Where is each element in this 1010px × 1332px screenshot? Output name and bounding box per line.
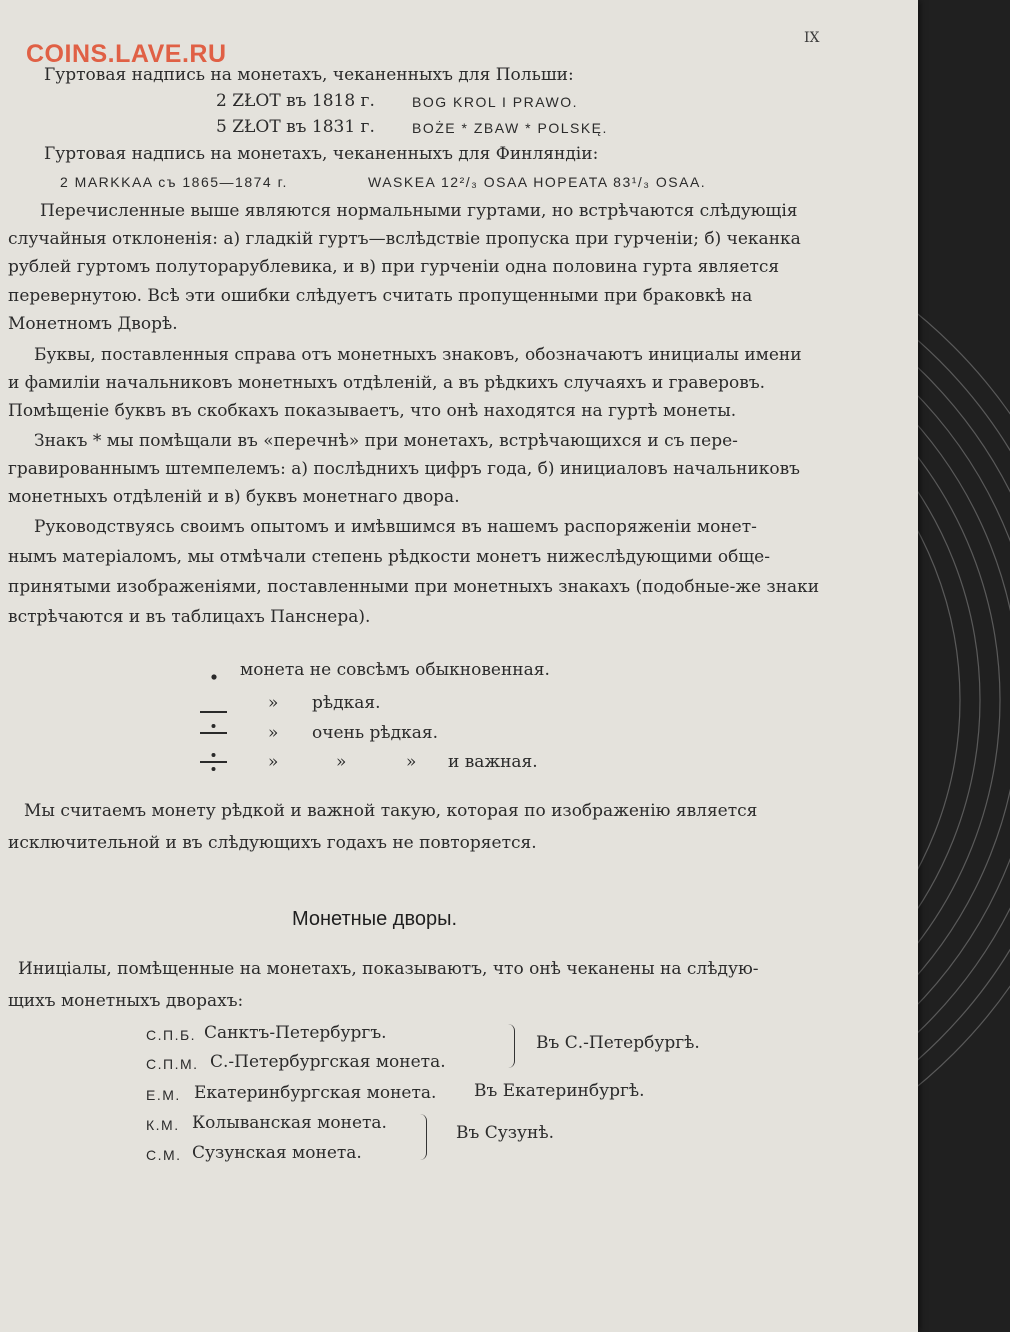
paragraph-line: принятыми изображеніями, поставленными при монетныхъ знакахъ (подобные-же знаки <box>8 577 820 597</box>
mint-location: Въ Сузунѣ. <box>456 1123 554 1143</box>
mint-abbreviation: С.П.М. <box>146 1056 199 1072</box>
mints-heading: Монетные дворы. <box>292 908 458 930</box>
mints-intro-line: щихъ монетныхъ дворахъ: <box>8 991 244 1011</box>
rarity-text: монета не совсѣмъ обыкновенная. <box>240 660 550 680</box>
paragraph-line: монетныхъ отдѣленій и в) буквъ монетнаго двора. <box>8 487 460 507</box>
paragraph-line: встрѣчаются и въ таблицахъ Панснера). <box>8 607 371 627</box>
paragraph-line: Перечисленные выше являются нормальными гуртами, но встрѣчаются слѣдующія <box>40 201 798 221</box>
paragraph-line: нымъ матеріаломъ, мы отмѣчали степень рѣдкости монетъ нижеслѣдующими обще- <box>8 547 770 567</box>
paragraph-line: перевернутою. Всѣ эти ошибки слѣдуетъ считать пропущенными при браковкѣ на <box>8 286 753 306</box>
mint-name: Екатеринбургская монета. <box>194 1083 437 1103</box>
dash-dot-icon <box>200 722 228 742</box>
rarity-text: очень рѣдкая. <box>312 723 439 743</box>
brace <box>420 1114 427 1160</box>
page-number: IX <box>804 30 820 46</box>
mint-abbreviation: С.П.Б. <box>146 1027 197 1043</box>
mint-abbreviation: К.М. <box>146 1117 180 1133</box>
paragraph-line: Помѣщеніе буквъ въ скобкахъ показываетъ, что онѣ находятся на гуртѣ монеты. <box>8 401 737 421</box>
dot-icon <box>210 666 218 685</box>
paragraph-line: рублей гуртомъ полуторарублевика, и в) при гурченіи одна половина гурта является <box>8 257 780 277</box>
paragraph-line: и фамиліи начальниковъ монетныхъ отдѣленій, а въ рѣдкихъ случаяхъ и граверовъ. <box>8 373 766 393</box>
paragraph-line: Монетномъ Дворѣ. <box>8 314 178 334</box>
ditto-mark: » <box>268 693 279 713</box>
rarity-text: рѣдкая. <box>312 693 381 713</box>
brace <box>508 1024 515 1068</box>
mint-location: Въ Екатеринбургѣ. <box>474 1081 645 1101</box>
mints-intro-line: Иницiалы, помѣщенные на монетахъ, показываютъ, что онѣ чеканены на слѣдую- <box>18 959 759 979</box>
mint-location: Въ С.-Петербургѣ. <box>536 1033 700 1053</box>
paragraph-line: исключительной и въ слѣдующихъ годахъ не повторяется. <box>8 833 537 853</box>
finland-heading: Гуртовая надпись на монетахъ, чеканенныхъ для Финляндіи: <box>44 144 599 164</box>
paragraph-line: Буквы, поставленныя справа отъ монетныхъ знаковъ, обозначаютъ инициалы имени <box>34 345 802 365</box>
paragraph-line: Знакъ * мы помѣщали въ «перечнѣ» при монетахъ, встрѣчающихся и съ пере- <box>34 431 738 451</box>
paragraph-line: Руководствуясь своимъ опытомъ и имѣвшимся въ нашемъ распоряженіи монет- <box>34 517 757 537</box>
poland-inscription: BOG KROL I PRAWO. <box>412 94 579 110</box>
poland-denomination: 2 ZŁOT въ 1818 г. <box>216 91 375 111</box>
paragraph-line: случайныя отклоненія: а) гладкій гуртъ—вслѣдствіе пропуска при гурченіи; б) чеканка <box>8 229 801 249</box>
watermark: COINS.LAVE.RU <box>26 40 227 68</box>
mint-name: С.-Петербургская монета. <box>210 1052 446 1072</box>
finland-denomination: 2 MARKKAA съ 1865—1874 г. <box>60 174 288 190</box>
poland-inscription: BOŻE * ZBAW * POLSKĘ. <box>412 120 608 136</box>
ditto-mark: » <box>406 752 417 772</box>
mint-name: Колыванская монета. <box>192 1113 387 1133</box>
mint-abbreviation: Е.М. <box>146 1087 181 1103</box>
mint-abbreviation: С.М. <box>146 1147 182 1163</box>
poland-denomination: 5 ZŁOT въ 1831 г. <box>216 117 375 137</box>
rarity-text: и важная. <box>448 752 538 772</box>
ditto-mark: » <box>268 752 279 772</box>
mint-name: Сузунская монета. <box>192 1143 362 1163</box>
dash-icon <box>200 700 228 719</box>
divide-icon <box>200 751 228 777</box>
ditto-mark: » <box>268 723 279 743</box>
poland-heading: Гуртовая надпись на монетахъ, чеканенныхъ для Польши: <box>44 65 574 85</box>
finland-inscription: WASKEA 12²/₃ OSAA HOPEATA 83¹/₃ OSAA. <box>368 174 707 190</box>
paragraph-line: Мы считаемъ монету рѣдкой и важной такую, которая по изображенію является <box>24 801 758 821</box>
paragraph-line: гравированнымъ штемпелемъ: а) послѣднихъ цифръ года, б) инициаловъ начальниковъ <box>8 459 800 479</box>
ditto-mark: » <box>336 752 347 772</box>
mint-name: Санктъ-Петербургъ. <box>204 1023 387 1043</box>
